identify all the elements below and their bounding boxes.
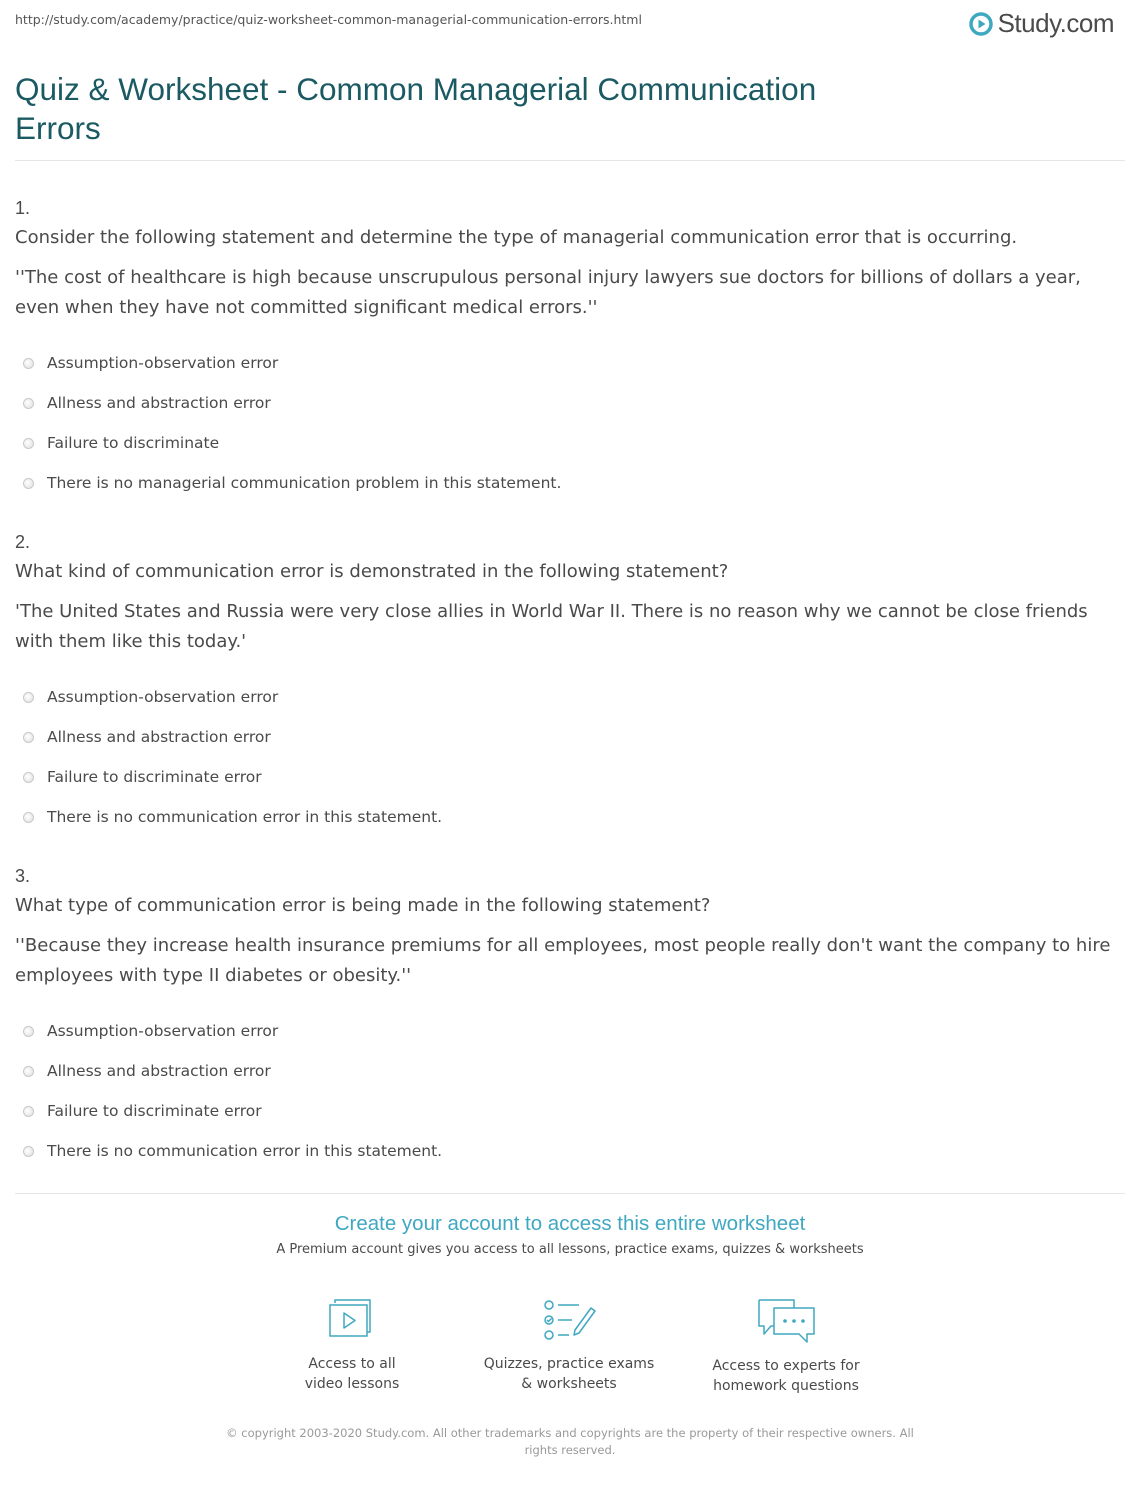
video-lesson-icon [322, 1296, 382, 1344]
top-bar [0, 0, 1140, 50]
play-circle-icon [969, 12, 993, 36]
feature-video-lessons [252, 1296, 452, 1394]
answer-list [15, 677, 1127, 837]
question-number: 1. [15, 198, 31, 218]
answer-label: Failure to discriminate error [47, 768, 262, 786]
page-title: Quiz & Worksheet - Common Managerial Communication Errors [15, 71, 817, 146]
content-divider [15, 1193, 1125, 1194]
page-url: http://study.com/academy/practice/quiz-worksheet-common-managerial-communication-errors.html [15, 12, 642, 27]
radio-button[interactable] [23, 438, 34, 449]
answer-label: Assumption-observation error [47, 1022, 279, 1040]
radio-button[interactable] [23, 398, 34, 409]
question-number: 3. [15, 866, 31, 886]
answer-label: Allness and abstraction error [47, 394, 271, 412]
logo-text: Study.com [997, 8, 1114, 38]
question-quote: ''The cost of healthcare is high because unscrupulous personal injury lawyers sue doctors for billions of dollars a year, even when they have not committed significant medical errors.'' [15, 267, 1081, 318]
radio-button[interactable] [23, 812, 34, 823]
answer-list [15, 343, 1127, 503]
feature-label: Quizzes, practice exams & worksheets [483, 1356, 655, 1392]
answer-option[interactable] [15, 1091, 1127, 1131]
question-prompt: What type of communication error is being made in the following statement? [15, 895, 711, 916]
radio-button[interactable] [23, 1026, 34, 1037]
signup-cta [0, 1212, 1140, 1257]
radio-button[interactable] [23, 1106, 34, 1117]
question-quote: 'The United States and Russia were very close allies in World War II. There is no reason why we cannot be close friends with them like this today.' [15, 601, 1088, 652]
radio-button[interactable] [23, 732, 34, 743]
chat-bubbles-icon [754, 1296, 818, 1346]
question-prompt: Consider the following statement and determine the type of managerial communication error that is occurring. [15, 227, 1018, 248]
answer-list [15, 1011, 1127, 1171]
answer-label: Failure to discriminate [47, 434, 220, 452]
radio-button[interactable] [23, 478, 34, 489]
question-2 [15, 527, 1127, 837]
radio-button[interactable] [23, 772, 34, 783]
question-number: 2. [15, 532, 31, 552]
study-logo[interactable] [969, 8, 1114, 39]
answer-option[interactable] [15, 797, 1127, 837]
title-divider [15, 160, 1125, 161]
feature-label: Access to experts for homework questions [712, 1358, 860, 1394]
answer-option[interactable] [15, 383, 1127, 423]
answer-option[interactable] [15, 1131, 1127, 1171]
question-1 [15, 193, 1127, 503]
answer-label: Allness and abstraction error [47, 728, 271, 746]
feature-label: Access to all video lessons [304, 1356, 400, 1392]
answer-label: There is no managerial communication problem in this statement. [47, 474, 562, 492]
answer-label: There is no communication error in this statement. [47, 808, 443, 826]
radio-button[interactable] [23, 692, 34, 703]
radio-button[interactable] [23, 1066, 34, 1077]
question-prompt: What kind of communication error is demonstrated in the following statement? [15, 561, 729, 582]
radio-button[interactable] [23, 358, 34, 369]
question-quote: ''Because they increase health insurance premiums for all employees, most people really don't want the company to hire employees with type II diabetes or obesity.'' [15, 935, 1111, 986]
answer-label: Assumption-observation error [47, 354, 279, 372]
question-3 [15, 861, 1127, 1171]
feature-list [0, 1296, 1140, 1406]
answer-option[interactable] [15, 757, 1127, 797]
answer-option[interactable] [15, 677, 1127, 717]
answer-label: Assumption-observation error [47, 688, 279, 706]
feature-experts [686, 1296, 886, 1396]
answer-option[interactable] [15, 463, 1127, 503]
feature-quizzes [469, 1296, 669, 1394]
answer-option[interactable] [15, 1011, 1127, 1051]
radio-button[interactable] [23, 1146, 34, 1157]
quiz-checklist-icon [539, 1296, 599, 1344]
answer-label: There is no communication error in this statement. [47, 1142, 443, 1160]
answer-label: Allness and abstraction error [47, 1062, 271, 1080]
answer-option[interactable] [15, 717, 1127, 757]
answer-option[interactable] [15, 423, 1127, 463]
cta-subtitle: A Premium account gives you access to all lessons, practice exams, quizzes & worksheets [276, 1242, 864, 1257]
answer-label: Failure to discriminate error [47, 1102, 262, 1120]
answer-option[interactable] [15, 1051, 1127, 1091]
cta-title-link[interactable]: Create your account to access this entire worksheet [334, 1212, 806, 1235]
answer-option[interactable] [15, 343, 1127, 383]
copyright-notice: © copyright 2003-2020 Study.com. All other trademarks and copyrights are the property of their respective owners. All rights reserved. [226, 1426, 914, 1457]
